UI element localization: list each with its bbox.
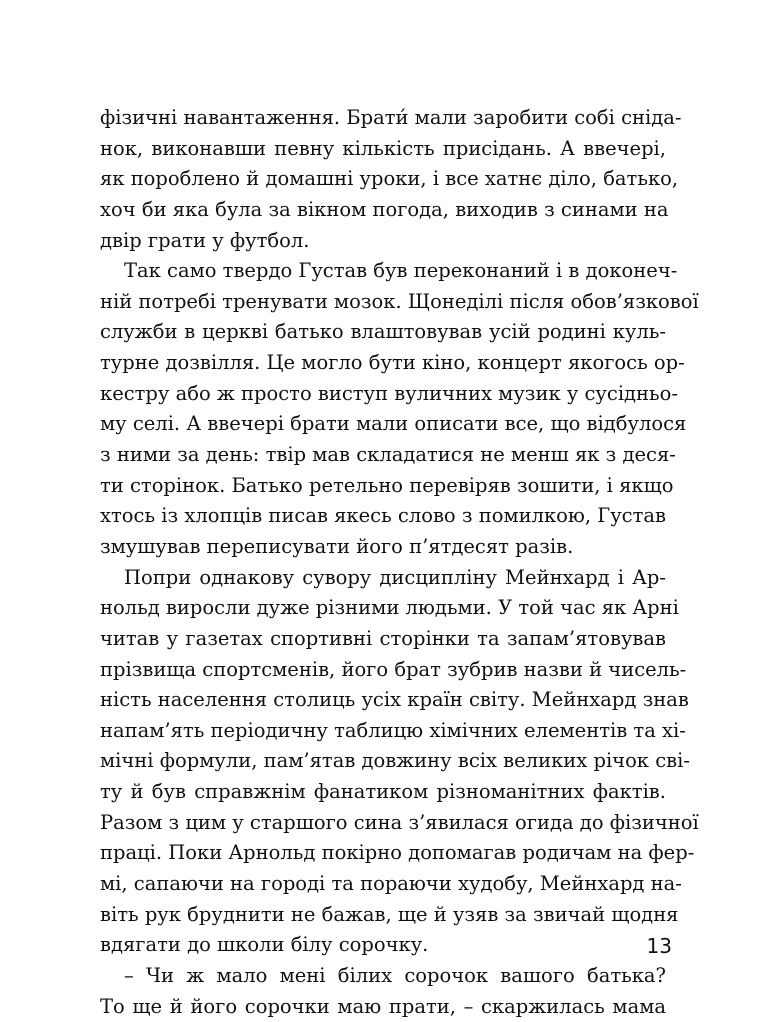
text-line: нок, виконавши певну кількість присідань. А ввечері, [100, 136, 666, 160]
text-line: праці. Поки Арнольд покірно допомагав родичам на фер- [100, 841, 695, 865]
body-text [100, 103, 699, 1022]
text-line: ту й був справжнім фанатиком різноманітних фактів. [100, 780, 666, 804]
text-line: прізвища спортсменів, його брат зубрив назви й чисель- [100, 657, 687, 681]
paragraph [100, 103, 682, 256]
paragraph [100, 563, 699, 961]
text-line: віть рук бруднити не бажав, ще й узяв за звичай щодня [100, 902, 679, 926]
page-number: 13 [646, 934, 672, 958]
text-line: напам’ять періодичну таблицю хімічних елементів та хі- [100, 718, 686, 742]
text-line: з ними за день: твір мав складатися не менш як з деся- [100, 443, 676, 467]
text-line: фізичні навантаження. Брати́ мали заробити собі сніда- [100, 106, 682, 129]
text-line: змушував переписувати його п’ятдесят разів. [100, 534, 574, 558]
text-line: хтось із хлопців писав якесь слово з помилкою, Густав [100, 504, 666, 528]
text-line: хоч би яка була за вікном погода, виходив з синами на [100, 197, 669, 221]
text-line: Так само твердо Густав був переконаний і в доконеч- [124, 259, 678, 283]
text-line: турне дозвілля. Це могло бути кіно, концерт якогось ор- [100, 351, 685, 375]
text-line: двір грати у футбол. [100, 228, 310, 252]
text-line: служби в церкві батько влаштовував усій родині куль- [100, 320, 666, 344]
text-line: Разом з цим у старшого сина з’явилася огида до фізичної [100, 810, 699, 834]
paragraph [100, 256, 699, 562]
text-line: ній потребі тренувати мозок. Щонеділі після обов’язкової [100, 289, 699, 313]
text-line: кестру або ж просто виступ вуличних музик у сусідньо- [100, 381, 679, 405]
paragraph [100, 961, 666, 1022]
text-line: мі, сапаючи на городі та пораючи худобу, Мейнхард на- [100, 872, 682, 896]
text-line: ти сторінок. Батько ретельно перевіряв зошити, і якщо [100, 473, 674, 497]
text-line: як пороблено й домашні уроки, і все хатнє діло, батько, [100, 167, 679, 191]
text-line: вдягати до школи білу сорочку. [100, 933, 429, 957]
text-line: читав у газетах спортивні сторінки та запам’ятовував [100, 626, 666, 650]
text-line: – Чи ж мало мені білих сорочок вашого батька? [124, 963, 666, 987]
text-line: То ще й його сорочки маю прати, – скаржилась мама [100, 994, 666, 1018]
text-line: мічні формули, пам’ятав довжину всіх великих річок сві- [100, 749, 690, 773]
text-line: му селі. А ввечері брати мали описати все, що відбулося [100, 412, 687, 436]
text-line: ність населення столиць усіх країн світу. Мейнхард знав [100, 688, 689, 712]
text-line: нольд виросли дуже різними людьми. У той час як Арні [100, 596, 679, 620]
text-line: Попри однакову сувору дисципліну Мейнхард і Ар- [124, 565, 666, 589]
